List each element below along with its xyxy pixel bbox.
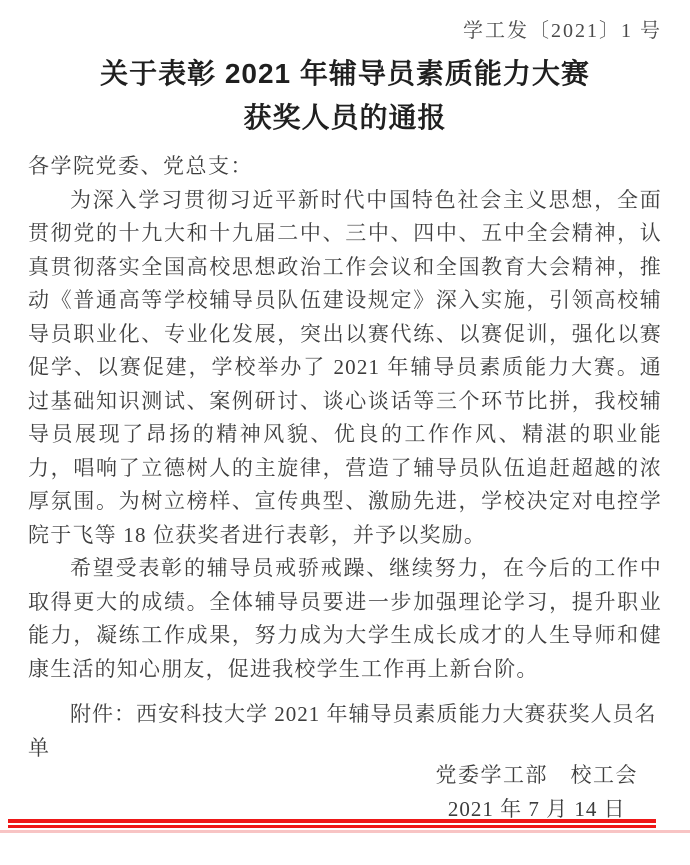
issuing-department: 党委学工部 校工会	[435, 763, 638, 787]
document-title	[0, 52, 690, 140]
document-number: 学工发〔2021〕1 号	[463, 20, 662, 42]
document-title-line-2: 获奖人员的通报	[243, 102, 447, 133]
document-title-line-1: 关于表彰 2021 年辅导员素质能力大赛	[100, 58, 590, 89]
footer-red-rule-faint	[0, 830, 690, 833]
issue-date: 2021 年 7 月 14 日	[447, 797, 626, 821]
body-paragraph-2: 希望受表彰的辅导员戒骄戒躁、继续努力，在今后的工作中取得更大的成绩。全体辅导员要进一步加强理论学习，提升职业能力，凝练工作成果，努力成为大学生成长成才的人生导师和健康生活的知心朋友，促进我校学生工作再上新台阶。	[28, 556, 662, 681]
footer-red-rule	[8, 819, 656, 828]
signature-block	[436, 758, 639, 826]
document-body	[28, 150, 662, 686]
body-paragraph-1: 为深入学习贯彻习近平新时代中国特色社会主义思想，全面贯彻党的十九大和十九届二中、三中、四中、五中全会精神，认真贯彻落实全国高校思想政治工作会议和全国教育大会精神，推动《普通高等学校辅导员队伍建设规定》深入实施，引领高校辅导员职业化、专业化发展，突出以赛代练、以赛促训，强化以赛促学、以赛促建，学校举办了 2021 年辅导员素质能力大赛。通过基础知识测试、案例研讨、谈心谈话等三个环节比拼，我校辅导员展现了昂扬的精神风貌、优良的工作作风、精湛的职业能力，唱响了立德树人的主旋律，营造了辅导员队伍追赶超越的浓厚氛围。为树立榜样、宣传典型、激励先进，学校决定对电控学院于飞等 18 位获奖者进行表彰，并予以奖励。	[28, 187, 662, 547]
salutation: 各学院党委、党总支：	[28, 154, 253, 178]
attachment-line: 附件：西安科技大学 2021 年辅导员素质能力大赛获奖人员名单	[28, 702, 657, 760]
